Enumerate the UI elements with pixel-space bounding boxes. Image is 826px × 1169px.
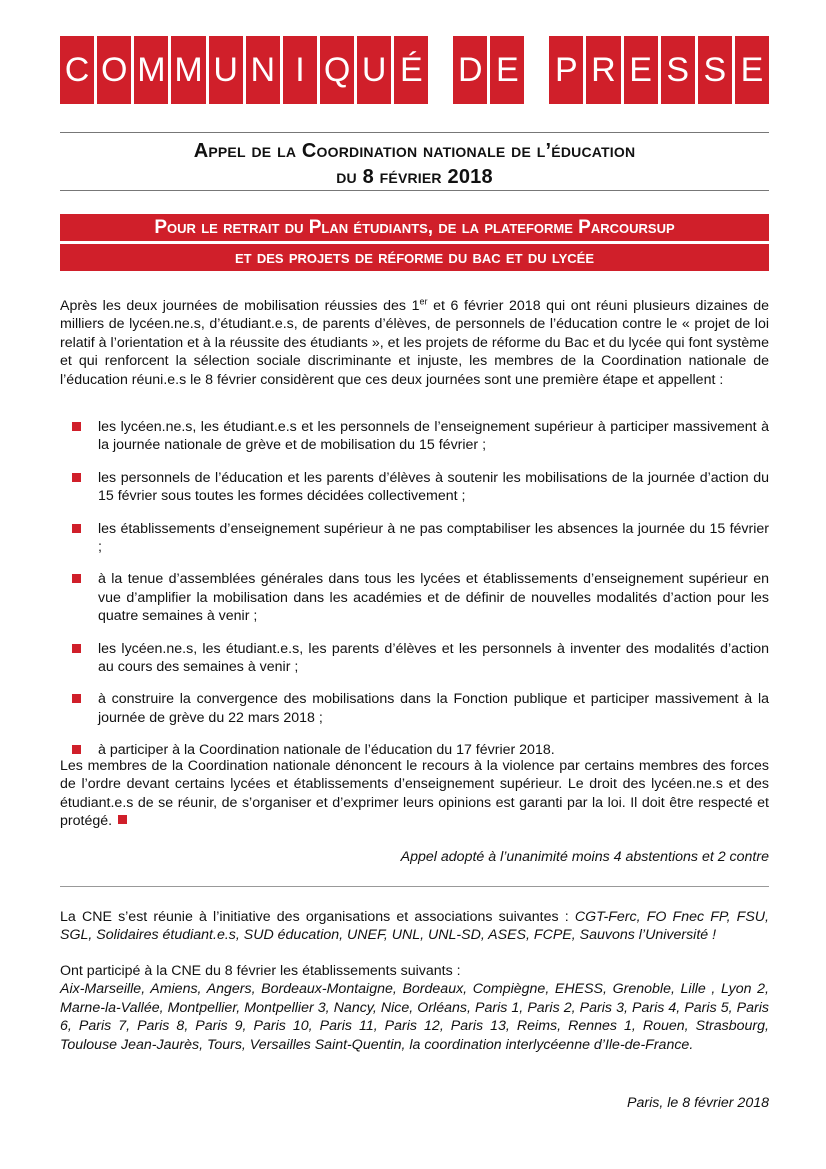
section-divider [60, 886, 769, 887]
banner-letter: E [624, 36, 658, 104]
intro-paragraph [60, 297, 769, 389]
banner-letter: E [490, 36, 524, 104]
organisations-lead: La CNE s’est réunie à l’initiative des organisations et associations suivantes : [60, 909, 575, 925]
banner-letter: P [549, 36, 583, 104]
headline-line-1: Pour le retrait du Plan étudiants, de la plateforme Parcoursup [60, 214, 769, 241]
red-square-bullet-icon [72, 644, 81, 653]
participants-lead: Ont participé à la CNE du 8 février les établissements suivants : [60, 963, 461, 979]
demand-text: les lycéen.ne.s, les étudiant.e.s et les personnels de l’enseignement supérieur à participer massivement à la journée nationale de grève et de mobilisation du 15 février ; [98, 419, 769, 454]
banner-letter: U [357, 36, 391, 104]
violence-paragraph [60, 757, 769, 831]
red-square-end-icon [118, 815, 127, 824]
banner-letter: I [283, 36, 317, 104]
list-item [60, 640, 769, 677]
banner-letter: O [97, 36, 131, 104]
headline-line-2: et des projets de réforme du bac et du lycée [60, 244, 769, 271]
banner-letter: D [453, 36, 487, 104]
banner-word-gap [431, 36, 450, 104]
list-item [60, 418, 769, 455]
dateline: Paris, le 8 février 2018 [627, 1095, 769, 1111]
banner-letter: S [661, 36, 695, 104]
red-square-bullet-icon [72, 574, 81, 583]
demand-text: les lycéen.ne.s, les étudiant.e.s, les parents d’élèves et les personnels à inventer des modalités d’action au cours des semaines à venir ; [98, 640, 769, 676]
banner-letter: E [735, 36, 769, 104]
banner-letter: N [246, 36, 280, 104]
banner-letter: É [394, 36, 428, 104]
demands-list [60, 418, 769, 774]
banner-letter: S [698, 36, 732, 104]
title-top-rule [60, 132, 769, 133]
banner-letter: M [134, 36, 168, 104]
demand-text: les établissements d’enseignement supérieur à ne pas comptabiliser les absences la journée du 15 février ; [98, 520, 769, 556]
banner-letter: U [209, 36, 243, 104]
banner-letter: Q [320, 36, 354, 104]
list-item [60, 690, 769, 727]
demand-text: à participer à la Coordination nationale de l’éducation du 17 février 2018. [98, 742, 555, 759]
headline-block [60, 214, 769, 274]
red-square-bullet-icon [72, 524, 81, 533]
demand-text: à construire la convergence des mobilisations dans la Fonction publique et participer massivement à la journée de grève du 22 mars 2018 ; [98, 691, 769, 726]
violence-text: Les membres de la Coordination nationale dénoncent le recours à la violence par certains membres des forces de l’ordre devant certains lycées et établissements d’enseignement supérieur. Le droit des lycéen.ne.s et des étudiant.e.s de se réunir, de s’organiser et d’exprimer leurs opinions est garanti par la loi. Il doit être respecté et protégé. [60, 758, 769, 830]
intro-text-rest: et 6 février 2018 qui ont réuni plusieurs dizaines de milliers de lycéen.ne.s, d’étudiant.e.s, de parents d’élèves, de personnels de l’éducation contre le « projet de loi relatif à l’orientation et à la réussite des étudiants », et les projets de réforme du Bac et du lycée qui font système et qui renforcent la sélection sociale discriminante et injuste, les membres de la Coordination nationale de l’éducation réuni.e.s le 8 février considèrent que ces deux journées sont une première étape et appellent : [60, 298, 769, 388]
organisations-paragraph [60, 908, 769, 945]
list-item [60, 520, 769, 557]
list-item [60, 570, 769, 625]
vote-result: Appel adopté à l’unanimité moins 4 abstentions et 2 contre [400, 849, 769, 865]
red-square-bullet-icon [72, 694, 81, 703]
list-item [60, 469, 769, 506]
organisations-list: CGT-Ferc, FO Fnec FP, FSU, SGL, Solidaires étudiant.e.s, SUD éducation, UNEF, UNL, UNL-SD, ASES, FCPE, Sauvons l’Université ! [60, 909, 769, 944]
banner-letter: R [586, 36, 620, 104]
intro-text-start: Après les deux journées de mobilisation réussies des 1 [60, 298, 420, 314]
demand-text: à la tenue d’assemblées générales dans tous les lycées et établissements d’enseignement supérieur en vue d’amplifier la mobilisation dans les académies et de définir de nouvelles modalités d’action pour les quatre semaines à venir ; [98, 571, 769, 625]
appeal-title-line-1: Appel de la Coordination nationale de l’éducation [193, 140, 636, 162]
red-square-bullet-icon [72, 473, 81, 482]
appeal-title-line-2: du 8 février 2018 [336, 166, 493, 188]
press-release-banner [60, 36, 769, 104]
title-bottom-rule [60, 190, 769, 191]
red-square-bullet-icon [72, 422, 81, 431]
red-square-bullet-icon [72, 745, 81, 754]
participants-list: Aix-Marseille, Amiens, Angers, Bordeaux-Montaigne, Bordeaux, Compiègne, EHESS, Grenoble, Lille , Lyon 2, Marne-la-Vallée, Montpellier, Montpellier 3, Nancy, Nice, Orléans, Paris 1, Paris 2, Paris 3, Paris 4, Paris 5, Paris 6, Paris 7, Paris 8, Paris 9, Paris 10, Paris 11, Paris 12, Paris 13, Reims, Rennes 1, Rouen, Strasbourg, Toulouse Jean-Jaurès, Tours, Versailles Saint-Quentin, la coordination interlycéenne d’Ile-de-France. [60, 981, 769, 1053]
banner-letter: M [171, 36, 205, 104]
banner-word-gap [527, 36, 546, 104]
participants-paragraph [60, 962, 769, 1054]
demand-text: les personnels de l’éducation et les parents d’élèves à soutenir les mobilisations de la journée d’action du 15 février sous toutes les formes décidées collectivement ; [98, 469, 769, 505]
intro-superscript: er [419, 296, 428, 307]
banner-letter: C [60, 36, 94, 104]
